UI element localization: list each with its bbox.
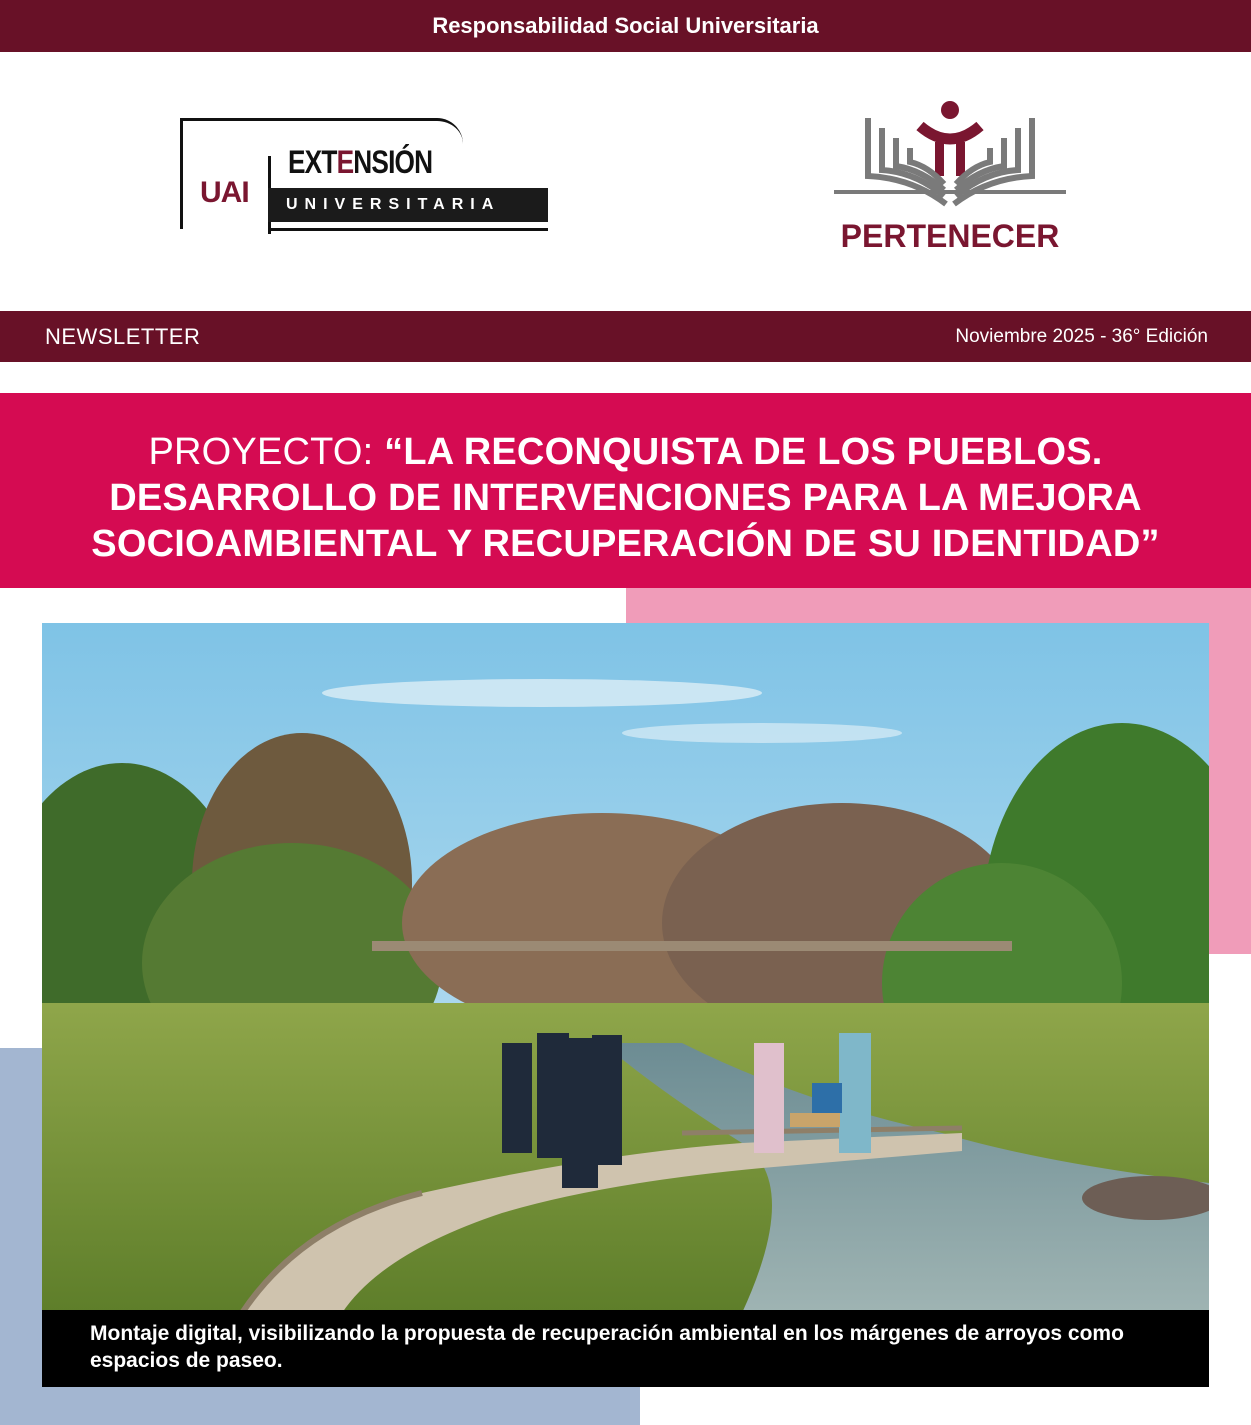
- logo-underline: [268, 228, 548, 231]
- title-line-1: PROYECTO: “LA RECONQUISTA DE LOS PUEBLOS.: [148, 431, 1103, 473]
- top-banner-title: Responsabilidad Social Universitaria: [432, 13, 819, 38]
- edition-date: Noviembre 2025 - 36° Edición: [955, 326, 1208, 347]
- newsletter-label: NEWSLETTER: [45, 324, 201, 349]
- universitaria-bar: UNIVERSITARIA: [268, 188, 548, 222]
- top-banner: [0, 0, 1251, 52]
- title-line-3: SOCIOAMBIENTAL Y RECUPERACIÓN DE SU IDENTIDAD”: [91, 523, 1160, 565]
- pertenecer-logo: [830, 100, 1070, 260]
- newsletter-bar: [0, 311, 1251, 362]
- project-title-box: [0, 393, 1251, 588]
- title-line-2: DESARROLLO DE INTERVENCIONES PARA LA MEJORA: [109, 477, 1142, 519]
- uai-extension-logo: [180, 118, 550, 236]
- uai-logo-text: UAI: [200, 176, 249, 209]
- extension-word: EXTENSIÓN: [288, 144, 433, 180]
- pertenecer-wordmark: PERTENECER: [840, 218, 1060, 254]
- photo-illustration: [42, 623, 1209, 1313]
- photo-caption: Montaje digital, visibilizando la propuesta de recuperación ambiental en los márgenes de arroyos como espacios de paseo.: [42, 1310, 1209, 1387]
- open-book-icon: [830, 100, 1070, 220]
- boardwalk-photo: [42, 623, 1209, 1313]
